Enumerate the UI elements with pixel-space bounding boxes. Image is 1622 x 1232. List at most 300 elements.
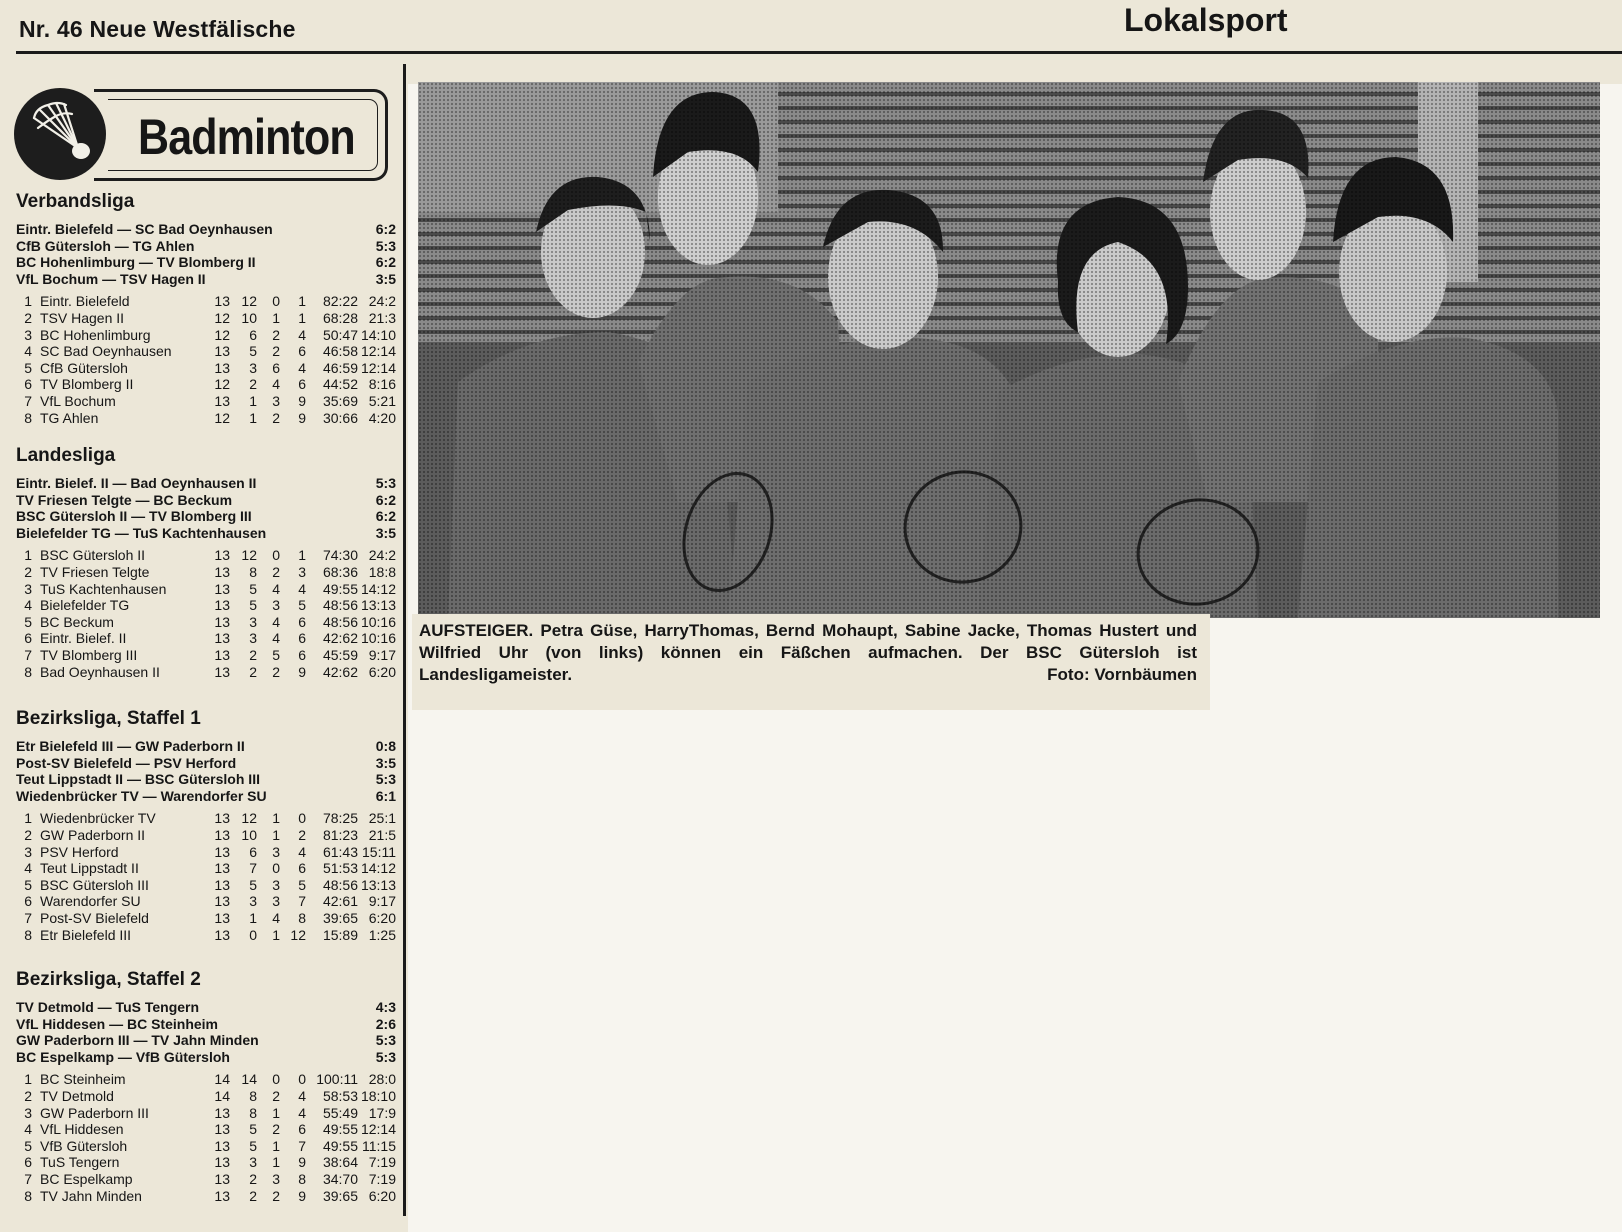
result-row: [16, 221, 396, 238]
photo-caption: [419, 620, 1197, 686]
standings-row: [16, 1071, 396, 1088]
team-cell: Wiedenbrücker TV: [40, 810, 156, 827]
rank-cell: 5: [24, 613, 32, 630]
games-cell: 13: [214, 1137, 230, 1154]
wins-cell: 2: [249, 1187, 257, 1204]
wins-cell: 3: [249, 630, 257, 647]
result-match: TV Friesen Telgte — BC Beckum: [16, 491, 233, 508]
wins-cell: 8: [249, 1104, 257, 1121]
points-cell: 7:19: [368, 1154, 396, 1171]
wins-cell: 1: [249, 909, 257, 926]
losses-cell: 8: [298, 1170, 306, 1187]
standings-row: [16, 647, 396, 664]
draws-cell: 0: [272, 547, 280, 564]
games-ratio-cell: 46:59: [322, 359, 358, 376]
points-cell: 11:15: [362, 1137, 396, 1154]
draws-cell: 0: [272, 1071, 280, 1088]
result-row: [16, 738, 396, 755]
team-cell: Eintr. Bielefeld: [40, 293, 130, 310]
wins-cell: 12: [241, 293, 257, 310]
result-match: BSC Gütersloh II — TV Blomberg III: [16, 508, 252, 525]
draws-cell: 4: [272, 909, 280, 926]
standings-table: [16, 810, 396, 943]
results-list: [16, 738, 396, 804]
result-score: 5:3: [375, 237, 396, 254]
points-cell: 17:9: [368, 1104, 396, 1121]
wins-cell: 5: [249, 1137, 257, 1154]
standings-row: [16, 860, 396, 877]
wins-cell: 2: [249, 1170, 257, 1187]
games-cell: 13: [214, 843, 230, 860]
points-cell: 24:2: [368, 293, 396, 310]
points-cell: 28:0: [368, 1071, 396, 1088]
team-cell: TV Blomberg III: [40, 646, 138, 663]
losses-cell: 7: [298, 1137, 306, 1154]
result-score: 4:3: [375, 999, 396, 1015]
header-rule: [16, 51, 1622, 54]
league-bezirksliga-2: [16, 967, 396, 1204]
games-ratio-cell: 44:52: [322, 376, 358, 393]
games-cell: 13: [214, 359, 230, 376]
standings-table: [16, 547, 396, 680]
results-list: [16, 221, 396, 287]
result-row: [16, 1016, 396, 1033]
points-cell: 6:20: [368, 909, 396, 926]
games-ratio-cell: 30:66: [322, 409, 358, 426]
draws-cell: 3: [272, 876, 280, 893]
draws-cell: 1: [272, 810, 280, 827]
league-title: Bezirksliga, Staffel 2: [16, 969, 201, 990]
points-cell: 14:12: [360, 580, 396, 597]
wins-cell: 2: [249, 646, 257, 663]
games-ratio-cell: 42:61: [322, 893, 358, 910]
losses-cell: 9: [298, 392, 306, 409]
points-cell: 13:13: [360, 597, 396, 614]
league-bezirksliga-1: [16, 706, 396, 943]
games-cell: 13: [214, 909, 230, 926]
team-cell: TuS Kachtenhausen: [40, 580, 167, 597]
team-cell: PSV Herford: [40, 843, 119, 860]
points-cell: 25:1: [368, 810, 396, 827]
games-ratio-cell: 58:53: [322, 1087, 358, 1104]
result-score: 6:1: [375, 787, 396, 804]
wins-cell: 3: [249, 1154, 257, 1171]
losses-cell: 7: [298, 893, 306, 910]
team-cell: TV Blomberg II: [40, 376, 134, 393]
team-photo: [418, 82, 1600, 618]
result-row: [16, 492, 396, 509]
losses-cell: 4: [298, 580, 306, 597]
draws-cell: 3: [272, 597, 280, 614]
rank-cell: 8: [24, 663, 32, 680]
draws-cell: 6: [272, 359, 280, 376]
wins-cell: 6: [249, 326, 257, 343]
games-cell: 13: [214, 860, 230, 877]
losses-cell: 9: [298, 409, 306, 426]
shuttlecock-icon: [14, 88, 106, 180]
result-score: 6:2: [375, 221, 396, 237]
team-cell: BC Steinheim: [40, 1071, 126, 1088]
points-cell: 10:16: [360, 630, 396, 647]
team-cell: BSC Gütersloh III: [40, 876, 149, 893]
games-cell: 13: [214, 926, 230, 943]
games-cell: 13: [214, 1104, 230, 1121]
games-ratio-cell: 68:36: [322, 563, 358, 580]
losses-cell: 6: [298, 646, 306, 663]
result-score: 5:3: [375, 1032, 396, 1049]
points-cell: 18:8: [368, 563, 396, 580]
team-cell: VfB Gütersloh: [40, 1137, 128, 1154]
draws-cell: 5: [272, 646, 280, 663]
rank-cell: 5: [24, 1137, 32, 1154]
points-cell: 9:17: [368, 646, 396, 663]
wins-cell: 10: [241, 309, 257, 326]
losses-cell: 4: [298, 359, 306, 376]
draws-cell: 4: [272, 580, 280, 597]
wins-cell: 1: [249, 392, 257, 409]
standings-row: [16, 877, 396, 894]
games-ratio-cell: 50:47: [322, 326, 358, 343]
rank-cell: 3: [24, 843, 32, 860]
losses-cell: 8: [298, 909, 306, 926]
league-landesliga: [16, 443, 396, 680]
wins-cell: 2: [249, 663, 257, 680]
team-cell: TG Ahlen: [40, 409, 99, 426]
points-cell: 5:21: [368, 392, 396, 409]
losses-cell: 4: [298, 843, 306, 860]
games-cell: 13: [214, 547, 230, 564]
wins-cell: 5: [249, 597, 257, 614]
wins-cell: 12: [241, 547, 257, 564]
standings-row: [16, 564, 396, 581]
rank-cell: 3: [24, 326, 32, 343]
rank-cell: 3: [24, 580, 32, 597]
team-cell: TV Jahn Minden: [40, 1187, 142, 1204]
standings-row: [16, 1171, 396, 1188]
draws-cell: 2: [272, 409, 280, 426]
standings-row: [16, 327, 396, 344]
result-match: TV Detmold — TuS Tengern: [16, 999, 200, 1015]
result-score: 6:2: [375, 508, 396, 525]
result-row: [16, 999, 396, 1016]
newspaper-issue: Nr. 46 Neue Westfälische: [19, 16, 296, 42]
wins-cell: 14: [241, 1071, 257, 1088]
league-title: Bezirksliga, Staffel 1: [16, 708, 201, 729]
losses-cell: 2: [298, 826, 306, 843]
result-match: VfL Bochum — TSV Hagen II: [16, 270, 206, 287]
result-row: [16, 788, 396, 805]
draws-cell: 4: [272, 376, 280, 393]
points-cell: 14:12: [360, 860, 396, 877]
result-row: [16, 238, 396, 255]
standings-row: [16, 844, 396, 861]
team-cell: BSC Gütersloh II: [40, 547, 146, 564]
league-title: Landesliga: [16, 445, 116, 466]
games-cell: 13: [214, 1187, 230, 1204]
rank-cell: 2: [24, 826, 32, 843]
result-match: Etr Bielefeld III — GW Paderborn II: [16, 738, 245, 754]
games-ratio-cell: 46:58: [322, 343, 358, 360]
result-match: Eintr. Bielefeld — SC Bad Oeynhausen: [16, 221, 273, 237]
losses-cell: 4: [298, 326, 306, 343]
standings-row: [16, 547, 396, 564]
rank-cell: 2: [24, 1087, 32, 1104]
result-match: Teut Lippstadt II — BSC Gütersloh III: [16, 771, 260, 788]
result-match: Post-SV Bielefeld — PSV Herford: [16, 754, 237, 771]
result-match: BC Espelkamp — VfB Gütersloh: [16, 1048, 230, 1065]
team-cell: BC Beckum: [40, 613, 114, 630]
standings-row: [16, 1138, 396, 1155]
games-ratio-cell: 78:25: [322, 810, 358, 827]
points-cell: 6:20: [368, 1187, 396, 1204]
wins-cell: 5: [249, 343, 257, 360]
team-cell: TuS Tengern: [40, 1154, 120, 1171]
games-cell: 12: [214, 326, 230, 343]
team-cell: GW Paderborn III: [40, 1104, 149, 1121]
team-cell: Teut Lippstadt II: [40, 860, 139, 877]
losses-cell: 6: [298, 613, 306, 630]
draws-cell: 1: [272, 1104, 280, 1121]
rank-cell: 8: [24, 409, 32, 426]
column-footer: [0, 1216, 406, 1232]
rank-cell: 7: [24, 392, 32, 409]
points-cell: 12:14: [360, 359, 396, 376]
games-cell: 13: [214, 563, 230, 580]
losses-cell: 6: [298, 860, 306, 877]
points-cell: 12:14: [360, 1121, 396, 1138]
team-cell: Bad Oeynhausen II: [40, 663, 160, 680]
rank-cell: 6: [24, 630, 32, 647]
standings-table: [16, 293, 396, 426]
losses-cell: 5: [298, 597, 306, 614]
losses-cell: 1: [298, 309, 306, 326]
wins-cell: 7: [249, 860, 257, 877]
losses-cell: 5: [298, 876, 306, 893]
team-cell: TSV Hagen II: [40, 309, 125, 326]
games-ratio-cell: 68:28: [322, 309, 358, 326]
losses-cell: 0: [298, 810, 306, 827]
standings-row: [16, 1088, 396, 1105]
standings-row: [16, 393, 396, 410]
games-ratio-cell: 82:22: [322, 293, 358, 310]
points-cell: 21:3: [368, 309, 396, 326]
wins-cell: 1: [249, 409, 257, 426]
losses-cell: 4: [298, 1087, 306, 1104]
draws-cell: 2: [272, 326, 280, 343]
team-cell: Etr Bielefeld III: [40, 926, 132, 943]
wins-cell: 0: [249, 926, 257, 943]
logo-wordmark: Badminton: [138, 109, 355, 165]
games-ratio-cell: 38:64: [322, 1154, 358, 1171]
games-cell: 14: [214, 1071, 230, 1088]
standings-row: [16, 597, 396, 614]
draws-cell: 2: [272, 1121, 280, 1138]
games-ratio-cell: 49:55: [322, 1121, 358, 1138]
standings-row: [16, 293, 396, 310]
standings-row: [16, 827, 396, 844]
rank-cell: 5: [24, 359, 32, 376]
rank-cell: 3: [24, 1104, 32, 1121]
points-cell: 10:16: [360, 613, 396, 630]
rank-cell: 2: [24, 309, 32, 326]
result-match: Eintr. Bielef. II — Bad Oeynhausen II: [16, 475, 257, 491]
caption-text: AUFSTEIGER. Petra Güse, HarryThomas, Bernd Mohaupt, Sabine Jacke, Thomas Hustert und Wilfried Uhr (von links) können ein Fäßchen aufmachen. Der BSC Gütersloh ist Landesligameister.: [419, 621, 1197, 684]
result-row: [16, 525, 396, 542]
games-cell: 13: [214, 663, 230, 680]
games-ratio-cell: 61:43: [322, 843, 358, 860]
team-cell: GW Paderborn II: [40, 826, 146, 843]
result-row: [16, 771, 396, 788]
games-cell: 13: [214, 343, 230, 360]
rank-cell: 8: [24, 1187, 32, 1204]
rank-cell: 1: [24, 547, 32, 564]
team-cell: Bielefelder TG: [40, 597, 130, 614]
rank-cell: 4: [24, 597, 32, 614]
draws-cell: 3: [272, 392, 280, 409]
draws-cell: 1: [272, 309, 280, 326]
standings-row: [16, 581, 396, 598]
draws-cell: 2: [272, 343, 280, 360]
draws-cell: 1: [272, 1154, 280, 1171]
draws-cell: 2: [272, 1087, 280, 1104]
games-ratio-cell: 48:56: [322, 597, 358, 614]
result-score: 2:6: [375, 1015, 396, 1032]
result-row: [16, 475, 396, 492]
rank-cell: 4: [24, 343, 32, 360]
wins-cell: 3: [249, 893, 257, 910]
games-ratio-cell: 51:53: [322, 860, 358, 877]
wins-cell: 5: [249, 876, 257, 893]
result-score: 3:5: [375, 270, 396, 287]
result-match: GW Paderborn III — TV Jahn Minden: [16, 1032, 259, 1049]
wins-cell: 3: [249, 359, 257, 376]
result-score: 3:5: [375, 754, 396, 771]
losses-cell: 6: [298, 376, 306, 393]
result-match: BC Hohenlimburg — TV Blomberg II: [16, 254, 256, 271]
results-list: [16, 475, 396, 541]
rank-cell: 6: [24, 376, 32, 393]
rank-cell: 7: [24, 1170, 32, 1187]
standings-row: [16, 910, 396, 927]
rank-cell: 1: [24, 810, 32, 827]
games-cell: 13: [214, 876, 230, 893]
rank-cell: 1: [24, 1071, 32, 1088]
team-cell: BC Hohenlimburg: [40, 326, 151, 343]
rank-cell: 6: [24, 893, 32, 910]
losses-cell: 6: [298, 630, 306, 647]
games-ratio-cell: 55:49: [322, 1104, 358, 1121]
losses-cell: 9: [298, 663, 306, 680]
games-ratio-cell: 48:56: [322, 876, 358, 893]
team-cell: CfB Gütersloh: [40, 359, 128, 376]
result-score: 3:5: [375, 524, 396, 541]
wins-cell: 2: [249, 376, 257, 393]
team-cell: BC Espelkamp: [40, 1170, 133, 1187]
league-verbandsliga: [16, 189, 396, 426]
standings-row: [16, 893, 396, 910]
team-cell: Warendorfer SU: [40, 893, 141, 910]
team-cell: TV Friesen Telgte: [40, 563, 150, 580]
rank-cell: 1: [24, 293, 32, 310]
games-cell: 13: [214, 580, 230, 597]
team-cell: VfL Hiddesen: [40, 1121, 124, 1138]
result-score: 6:2: [375, 254, 396, 271]
result-match: CfB Gütersloh — TG Ahlen: [16, 237, 195, 254]
rank-cell: 6: [24, 1154, 32, 1171]
result-score: 6:2: [375, 491, 396, 508]
column-rule: [403, 64, 406, 1229]
result-match: Wiedenbrücker TV — Warendorfer SU: [16, 787, 267, 804]
wins-cell: 8: [249, 1087, 257, 1104]
draws-cell: 3: [272, 1170, 280, 1187]
games-cell: 13: [214, 630, 230, 647]
photo-credit: Foto: Vornbäumen: [1047, 665, 1197, 684]
points-cell: 1:25: [368, 926, 396, 943]
draws-cell: 0: [272, 293, 280, 310]
games-ratio-cell: 39:65: [322, 1187, 358, 1204]
rank-cell: 5: [24, 876, 32, 893]
wins-cell: 8: [249, 563, 257, 580]
rank-cell: 4: [24, 1121, 32, 1138]
draws-cell: 1: [272, 1137, 280, 1154]
standings-row: [16, 376, 396, 393]
points-cell: 6:20: [368, 663, 396, 680]
games-cell: 14: [214, 1087, 230, 1104]
points-cell: 12:14: [360, 343, 396, 360]
losses-cell: 3: [298, 563, 306, 580]
games-cell: 13: [214, 1154, 230, 1171]
draws-cell: 3: [272, 843, 280, 860]
games-cell: 13: [214, 293, 230, 310]
draws-cell: 1: [272, 826, 280, 843]
games-ratio-cell: 74:30: [322, 547, 358, 564]
rank-cell: 8: [24, 926, 32, 943]
games-cell: 13: [214, 1121, 230, 1138]
losses-cell: 6: [298, 1121, 306, 1138]
result-row: [16, 254, 396, 271]
results-list: [16, 999, 396, 1065]
games-ratio-cell: 100:11: [316, 1071, 358, 1088]
losses-cell: 1: [298, 293, 306, 310]
points-cell: 14:10: [360, 326, 396, 343]
draws-cell: 4: [272, 630, 280, 647]
losses-cell: 12: [290, 926, 306, 943]
standings-row: [16, 1154, 396, 1171]
draws-cell: 2: [272, 1187, 280, 1204]
games-cell: 13: [214, 392, 230, 409]
result-row: [16, 755, 396, 772]
games-ratio-cell: 49:55: [322, 1137, 358, 1154]
wins-cell: 3: [249, 613, 257, 630]
losses-cell: 1: [298, 547, 306, 564]
rank-cell: 2: [24, 563, 32, 580]
losses-cell: 6: [298, 343, 306, 360]
games-cell: 13: [214, 810, 230, 827]
points-cell: 8:16: [368, 376, 396, 393]
points-cell: 24:2: [368, 547, 396, 564]
draws-cell: 0: [272, 860, 280, 877]
wins-cell: 12: [241, 810, 257, 827]
games-cell: 13: [214, 613, 230, 630]
games-ratio-cell: 15:89: [322, 926, 358, 943]
draws-cell: 2: [272, 563, 280, 580]
games-cell: 12: [214, 409, 230, 426]
games-ratio-cell: 49:55: [322, 580, 358, 597]
result-row: [16, 508, 396, 525]
games-cell: 12: [214, 376, 230, 393]
points-cell: 4:20: [368, 409, 396, 426]
standings-row: [16, 927, 396, 944]
